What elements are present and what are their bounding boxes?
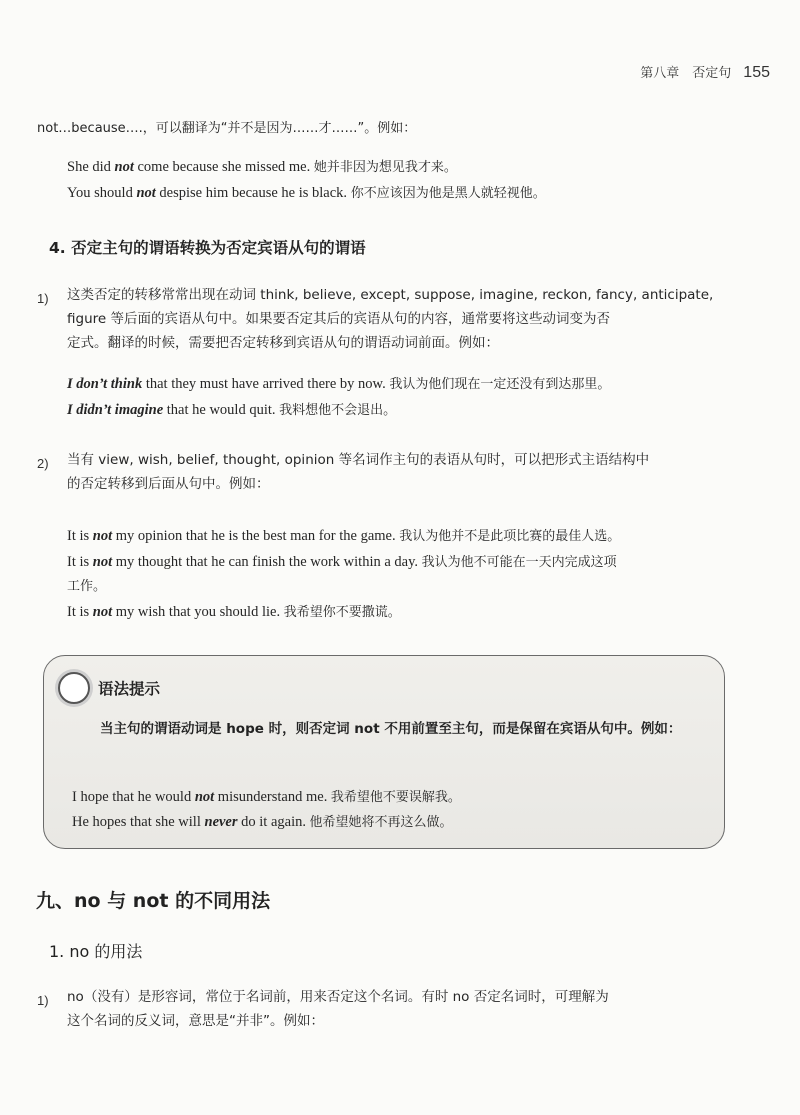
example-sentence: She did not come because she missed me. 她并非因为想见我才来。 <box>67 159 457 175</box>
example-translation: 你不应该因为他是黑人就轻视他。 <box>350 186 546 201</box>
example-sentence <box>67 575 106 598</box>
example-translation: 我认为他们现在一定还没有到达那里。 <box>389 377 611 392</box>
section-9-subheading: 1. no 的用法 <box>49 942 143 961</box>
section-4-item-1-text: 这类否定的转移常常出现在动词 think, believe, except, suppose, imagine, reckon, fancy, anticipate, figure 等后面的宾语从句中。如果要否定其后的宾语从句的内容，通常要将这些动词变为否 定式。翻译的时候，需要把否定转移到宾语从句的谓语动词前面。例如： <box>67 287 714 351</box>
item-number: 1) <box>37 993 49 1008</box>
item-number: 2) <box>37 456 49 471</box>
grammar-tip-title: 语法提示 <box>98 680 161 698</box>
section-4-heading: 4. 否定主句的谓语转换为否定宾语从句的谓语 <box>49 239 366 257</box>
tip-example-sentence: I hope that he would not misunderstand me. 我希望他不要误解我。 <box>72 789 461 805</box>
example-sentence: You should not despise him because he is black. 你不应该因为他是黑人就轻视他。 <box>67 185 546 201</box>
example-translation: 他希望她将不再这么做。 <box>309 815 453 830</box>
example-sentence: It is not my wish that you should lie. 我希望你不要撒谎。 <box>67 604 401 620</box>
section-4-item-2-text: 当有 view, wish, belief, thought, opinion 等名词作主句的表语从句时，可以把形式主语结构中 的否定转移到后面从句中。例如： <box>67 452 650 492</box>
example-translation: 我料想他不会退出。 <box>279 403 397 418</box>
section-9-item-1-text: no（没有）是形容词，常位于名词前，用来否定这个名词。有时 no 否定名词时，可理解为 这个名词的反义词，意思是“并非”。例如： <box>67 989 609 1029</box>
grammar-tip-text: 当主句的谓语动词是 hope 时，则否定词 not 不用前置至主句，而是保留在宾语从句中。例如： <box>100 721 682 737</box>
example-translation: 我认为他并不是此项比赛的最佳人选。 <box>399 529 621 544</box>
example-translation: 我希望你不要撒谎。 <box>283 605 401 620</box>
intro-pattern: not…because….，可以翻译为“并不是因为……才……”。例如： <box>37 121 417 136</box>
example-translation: 她并非因为想见我才来。 <box>313 160 457 175</box>
item-number: 1) <box>37 291 49 306</box>
example-sentence: I don’t think that they must have arrived there by now. 我认为他们现在一定还没有到达那里。 <box>67 376 611 392</box>
example-translation: 工作。 <box>67 579 107 594</box>
section-9-heading: 九、no 与 not 的不同用法 <box>36 890 271 912</box>
tip-bullet-icon <box>58 672 90 704</box>
page-number: 155 <box>743 64 770 81</box>
example-sentence: I didn’t imagine that he would quit. 我料想他不会退出。 <box>67 402 397 418</box>
chapter-title: 第八章 否定句 <box>640 66 732 81</box>
example-translation: 我认为他不可能在一天内完成这项 <box>421 555 617 570</box>
example-sentence: It is not my opinion that he is the best man for the game. 我认为他并不是此项比赛的最佳人选。 <box>67 528 621 544</box>
tip-example-sentence: He hopes that she will never do it again. 他希望她将不再这么做。 <box>72 814 453 830</box>
example-translation: 我希望他不要误解我。 <box>330 790 461 805</box>
page-header <box>640 62 770 82</box>
example-sentence: It is not my thought that he can finish the work within a day. 我认为他不可能在一天内完成这项 <box>67 554 617 570</box>
